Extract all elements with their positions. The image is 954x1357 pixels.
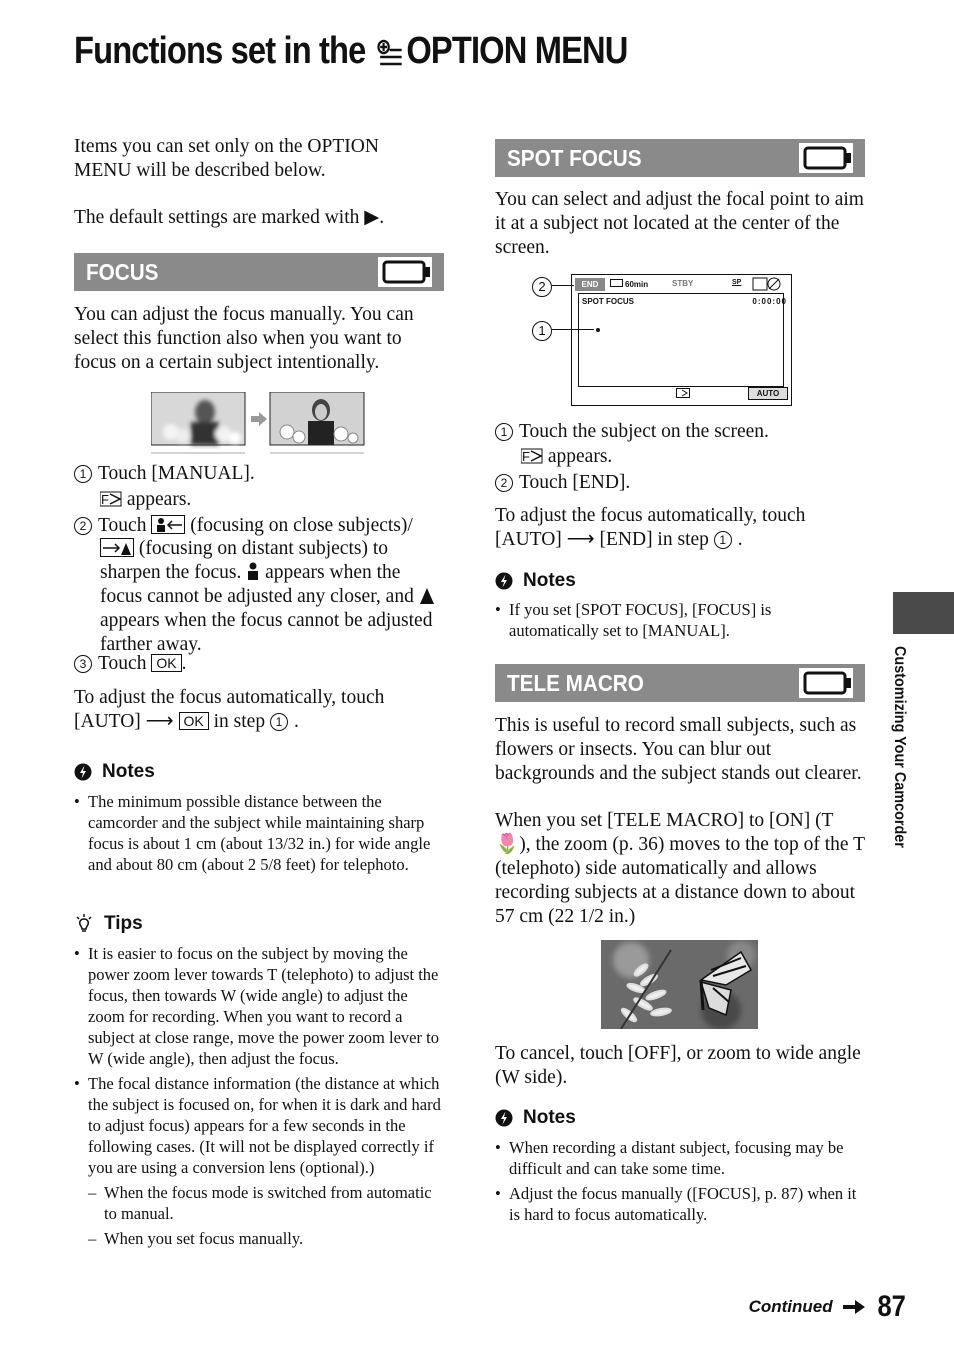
continued-label: Continued [748,1297,833,1316]
focus-notes-header: Notes [74,761,155,783]
focus-description: You can adjust the focus manually. You can select this function also when you want to focus on a certain subject intentionally. [74,304,414,373]
svg-text:F: F [101,492,109,507]
arrow-right-icon [843,1300,865,1314]
focus-step-2: 2 Touch (focusing on close subjects)/ [74,514,444,538]
list-item: • If you set [SPOT FOCUS], [FOCUS] is automatically set to [MANUAL]. [495,599,863,641]
page-number: 87 [877,1290,906,1323]
lcd-screen [571,274,792,406]
arrow-right-icon [251,412,267,426]
list-item: – When the focus mode is switched from automatic to manual. [74,1182,442,1224]
list-item: – When you set focus manually. [74,1228,442,1249]
spot-step-2: 2 Touch [END]. [495,471,865,495]
media-icons [752,277,782,291]
page-footer [749,1290,908,1324]
notes-icon [495,1109,513,1127]
auto-button: AUTO [748,387,788,400]
svg-text:F: F [522,449,530,464]
tips-list [74,943,442,1253]
step-number-2: 2 [74,517,92,535]
manual-focus-icon [100,491,122,507]
person-icon [246,562,260,580]
battery-icon [610,279,623,287]
spot-focus-description: You can select and adjust the focal point to aim it at a subject not located at the center of the screen. [495,189,864,258]
section-label: Customizing Your Camcorder [891,646,908,848]
spot-step-1: 1 Touch the subject on the screen. [495,420,865,444]
page-title: Functions set in the OPTION MENU [74,30,628,72]
default-marker-text: The default settings are marked with ▶. [74,207,385,228]
sp-mode-indicator: SP [732,279,742,286]
callout-2: 2 [532,277,552,297]
camera-mode-icon [799,143,853,173]
intro-text: Items you can set only on the OPTION MENU will be described below. [74,136,379,181]
tele-macro-header: TELE MACRO [495,664,865,702]
focus-example-images [151,392,365,454]
callout-1-line [552,329,594,330]
step-number-2: 2 [495,474,513,492]
sharp-photo [270,392,364,445]
camera-mode-icon [799,668,853,698]
focus-indicator-icon [676,388,690,398]
far-focus-icon [100,538,134,557]
callout-2-line [552,285,574,286]
list-item: • It is easier to focus on the subject by moving the power zoom lever towards T (telephoto) to adjust the focus, then towards W (wide angle) to adjust the zoom for recording. When you want to record a subject at close range, move the power zoom lever to W (wide angle), then adjust the focus. [74,943,442,1069]
tele-macro-details: When you set [TELE MACRO] to [ON] (T🌷), the zoom (p. 36) moves to the top of the T (telephoto) side automatically and allows recording subjects at a distance down to about 57 cm (22 1/2 in.) [495,810,865,927]
focus-auto-instruction: To adjust the focus automatically, touch [AUTO] ⟶ OK in step 1 . [74,687,385,732]
step-number-1: 1 [495,423,513,441]
notes-icon [74,763,92,781]
list-item: • The focal distance information (the distance at which the subject is focused on, for when it is dark and hard to adjust focus) appears for a few seconds in the following cases. (It will not be displayed correctly if you are using a conversion lens (optional).) – When the focus mode is switched from automatic to manual. – When you set focus manually. [74,1073,442,1249]
step-number-1: 1 [74,465,92,483]
time-counter: 0:00:00 [752,297,787,306]
spot-auto-instruction: To adjust the focus automatically, touch [AUTO] ⟶ [END] in step 1 . [495,505,806,550]
tips-sublist [74,1182,442,1249]
manual-focus-icon [521,448,543,464]
ok-button-icon: OK [151,654,181,672]
spot-step-1-note: F appears. [522,446,613,467]
tele-macro-cancel: To cancel, touch [OFF], or zoom to wide angle (W side). [495,1043,861,1088]
spot-focus-screen-diagram [532,274,792,406]
spot-notes-header: Notes [495,570,576,592]
touch-point [596,328,600,332]
focus-step-2-cont: (focusing on distant subjects) to sharpen the focus. appears when the focus cannot be adjusted any closer, and appears when the focus cannot be adjusted farther away. [74,537,444,657]
near-focus-icon [151,515,185,534]
notes-icon [495,572,513,590]
step-number-3: 3 [74,655,92,673]
list-item: • The minimum possible distance between the camcorder and the subject while maintaining sharp focus is about 1 cm (about 13/32 in.) for wide angle and about 80 cm (about 2 5/8 feet) for telephoto. [74,791,442,875]
tele-macro-description: This is useful to record small subjects, such as flowers or insects. You can blur out backgrounds and the subject stands out clearer. [495,715,862,784]
list-item: • When recording a distant subject, focusing may be difficult and can take some time. [495,1137,863,1179]
option-menu-icon [377,38,403,68]
butterfly-photo [601,940,758,1029]
screen-frame [578,293,784,387]
step-number-1: 1 [714,531,732,549]
tips-header: Tips [74,913,143,935]
list-item: • Adjust the focus manually ([FOCUS], p. 87) when it is hard to focus automatically. [495,1183,863,1225]
ok-button-icon: OK [179,712,209,730]
tele-notes-list [495,1137,863,1229]
battery-indicator: 60min [610,279,648,289]
spot-focus-label: SPOT FOCUS [582,297,635,306]
camera-mode-icon [378,257,432,287]
focus-notes-list [74,791,442,879]
focus-step-1: 1 Touch [MANUAL]. [74,462,444,486]
standby-indicator: STBY [672,279,694,288]
tele-notes-header: Notes [495,1107,576,1129]
spot-focus-header: SPOT FOCUS [495,139,865,177]
tips-lightbulb-icon [74,914,94,934]
spot-notes-list [495,599,863,645]
focus-step-1-note: F appears. [101,489,192,510]
step-number-1: 1 [270,713,288,731]
blurred-photo [151,392,245,445]
focus-header: FOCUS [74,253,444,291]
section-tab [893,592,954,634]
focus-step-3: 3 Touch OK . [74,652,444,676]
end-button: END [575,278,605,291]
mountain-icon [419,586,435,604]
callout-1: 1 [532,321,552,341]
